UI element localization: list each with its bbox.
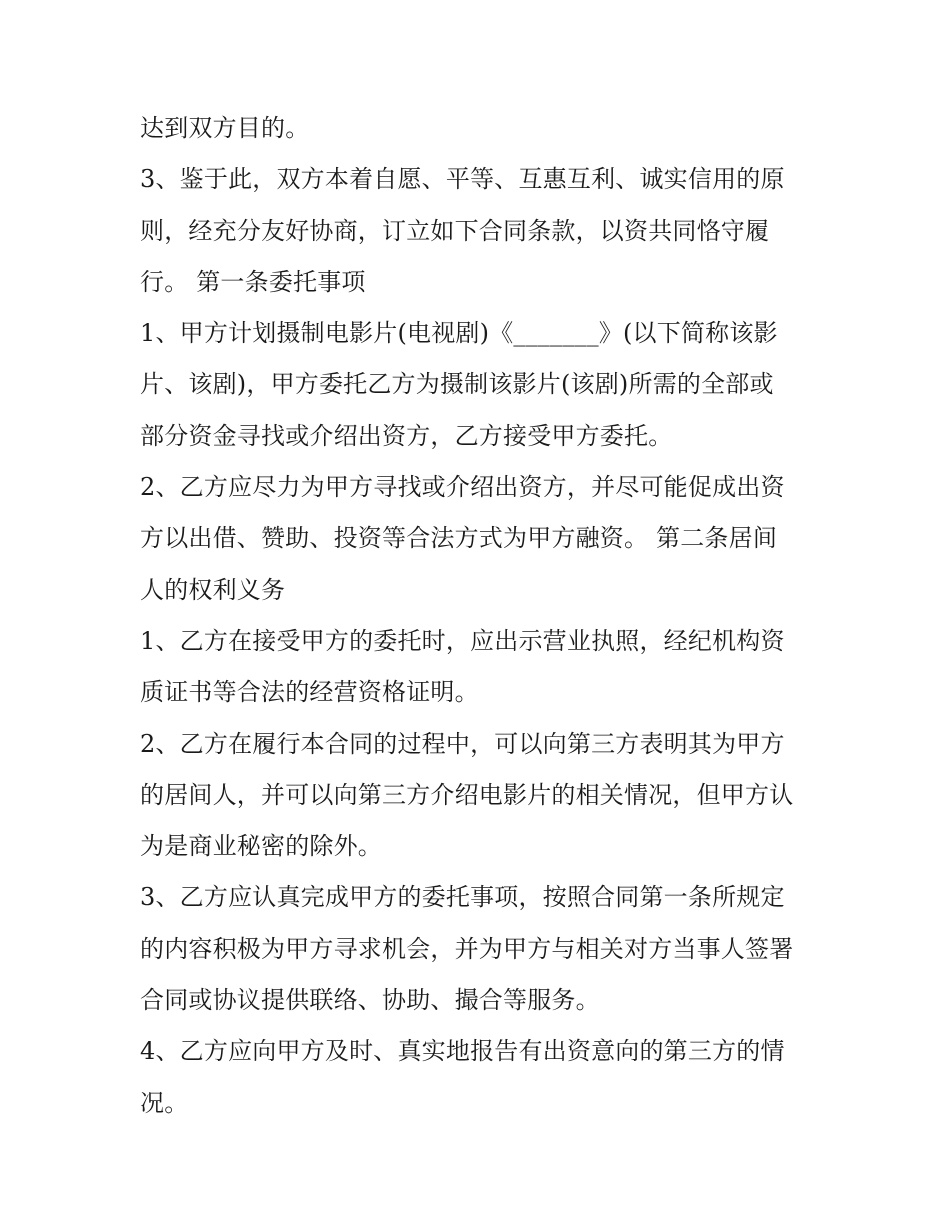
text-line: 4、乙方应向甲方及时、真实地报告有出资意向的第三方的情 xyxy=(140,1037,785,1066)
contract-body-text xyxy=(140,103,820,1129)
text-line: 部分资金寻找或介绍出资方，乙方接受甲方委托。 xyxy=(140,421,673,450)
text-line: 2、乙方在履行本合同的过程中，可以向第三方表明其为甲方 xyxy=(140,729,785,758)
text-line: 人的权利义务 xyxy=(140,575,286,604)
text-line: 行。 第一条委托事项 xyxy=(140,267,366,296)
text-line: 合同或协议提供联络、协助、撮合等服务。 xyxy=(140,986,600,1015)
text-line: 为是商业秘密的除外。 xyxy=(140,832,382,861)
text-line: 质证书等合法的经营资格证明。 xyxy=(140,678,479,707)
text-line: 方以出借、赞助、投资等合法方式为甲方融资。 第二条居间 xyxy=(140,524,778,553)
text-line: 1、乙方在接受甲方的委托时，应出示营业执照，经纪机构资 xyxy=(140,626,785,655)
text-line: 的居间人，并可以向第三方介绍电影片的相关情况，但甲方认 xyxy=(140,780,794,809)
text-line: 3、乙方应认真完成甲方的委托事项，按照合同第一条所规定 xyxy=(140,883,785,912)
text-line: 片、该剧)，甲方委托乙方为摄制该影片(该剧)所需的全部或 xyxy=(140,370,774,399)
text-line: 达到双方目的。 xyxy=(140,114,310,142)
text-line: 则，经充分友好协商，订立如下合同条款，以资共同恪守履 xyxy=(140,216,770,245)
text-line: 的内容积极为甲方寻求机会，并为甲方与相关对方当事人签署 xyxy=(140,934,794,963)
text-line: 3、鉴于此，双方本着自愿、平等、互惠互利、诚实信用的原 xyxy=(140,165,785,194)
text-line: 2、乙方应尽力为甲方寻找或介绍出资方，并尽可能促成出资 xyxy=(140,473,785,502)
text-line: 1、甲方计划摄制电影片(电视剧)《_______》(以下简称该影 xyxy=(140,319,778,348)
text-line: 况。 xyxy=(140,1088,189,1117)
